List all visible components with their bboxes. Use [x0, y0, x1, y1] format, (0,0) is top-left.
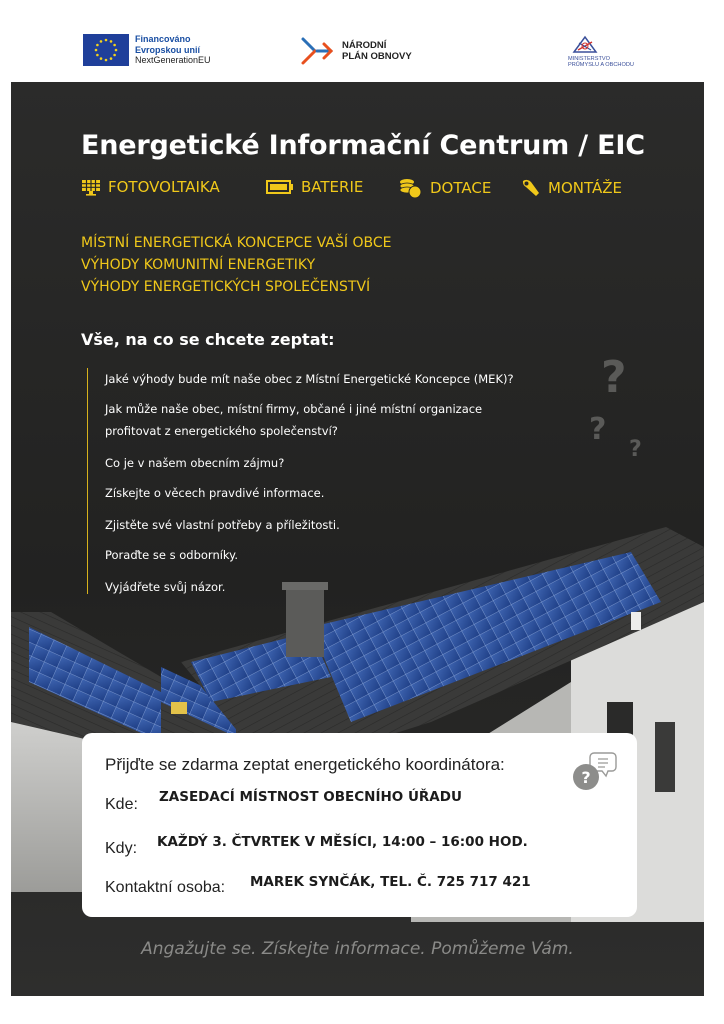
eu-text-line1: Financováno [135, 34, 191, 44]
contact-value: MAREK SYNČÁK, TEL. Č. 725 717 421 [250, 874, 531, 890]
benefit-item: MÍSTNÍ ENERGETICKÁ KONCEPCE VAŠÍ OBCE [81, 235, 392, 251]
category-label: BATERIE [301, 178, 364, 196]
question-item: Vyjádřete svůj názor. [105, 580, 226, 594]
npo-text-line1: NÁRODNÍ [342, 40, 387, 51]
when-value: KAŽDÝ 3. ČTVRTEK V MĚSÍCI, 14:00 – 16:00 HOD. [157, 834, 528, 850]
poster [11, 82, 704, 996]
mpo-text-line2: PRŮMYSLU A OBCHODU [568, 62, 634, 69]
category-label: DOTACE [430, 179, 492, 197]
info-card [82, 733, 637, 917]
questions-list [87, 368, 575, 594]
slogan: Angažujte se. Získejte informace. Pomůžeme Vám. [141, 939, 574, 959]
npo-text-line2: PLÁN OBNOVY [342, 51, 412, 62]
benefit-item: VÝHODY ENERGETICKÝCH SPOLEČENSTVÍ [81, 279, 371, 295]
category-baterie [266, 178, 363, 196]
logo-strip [0, 0, 724, 82]
page-title: Energetické Informační Centrum / EIC [81, 130, 645, 161]
question-mark-icon: ? [601, 352, 627, 403]
battery-icon [266, 180, 294, 194]
question-item: Získejte o věcech pravdivé informace. [105, 486, 325, 500]
question-item: Zjistěte své vlastní potřeby a příležitosti. [105, 518, 340, 532]
category-fotovoltaika [81, 178, 220, 196]
question-item: Jaké výhody bude mít naše obec z Místní Energetické Koncepce (MEK)? [105, 372, 514, 386]
benefit-item: VÝHODY KOMUNITNÍ ENERGETIKY [81, 257, 316, 273]
mpo-emblem-icon [570, 34, 600, 54]
benefits-list [81, 232, 391, 298]
npo-arrows-icon [300, 36, 334, 66]
question-item: Poraďte se s odborníky. [105, 548, 238, 562]
category-label: FOTOVOLTAIKA [108, 178, 220, 196]
question-mark-icon: ? [589, 412, 607, 447]
solar-panel-icon [81, 179, 101, 196]
mpo-text-line1: MINISTERSTVO [568, 56, 610, 62]
eu-text-line3: NextGenerationEU [135, 55, 211, 65]
card-lead: Přijďte se zdarma zeptat energetického koordinátora: [105, 755, 505, 774]
where-value: ZASEDACÍ MÍSTNOST OBECNÍHO ÚŘADU [159, 789, 462, 805]
npo-logo [300, 36, 412, 70]
category-montaze [521, 178, 622, 198]
category-dotace [399, 178, 491, 198]
question-mark-icon: ? [629, 437, 642, 462]
coins-icon [399, 178, 423, 198]
category-label: MONTÁŽE [548, 179, 622, 197]
where-label: Kde: [105, 796, 138, 813]
wrench-icon [521, 178, 541, 198]
chat-question-icon [568, 749, 618, 793]
eu-flag-icon [83, 34, 129, 66]
question-item: Co je v našem obecním zájmu? [105, 456, 285, 470]
question-item: profitovat z energetického společenství? [105, 424, 338, 438]
category-row [81, 178, 681, 202]
svg-text:?: ? [581, 768, 591, 787]
when-label: Kdy: [105, 840, 138, 857]
eu-text-line2: Evropskou unií [135, 44, 201, 55]
contact-label: Kontaktní osoba: [105, 879, 226, 896]
questions-heading: Vše, na co se chcete zeptat: [81, 330, 335, 349]
question-item: Jak může naše obec, místní firmy, občané i jiné místní organizace [105, 402, 483, 416]
